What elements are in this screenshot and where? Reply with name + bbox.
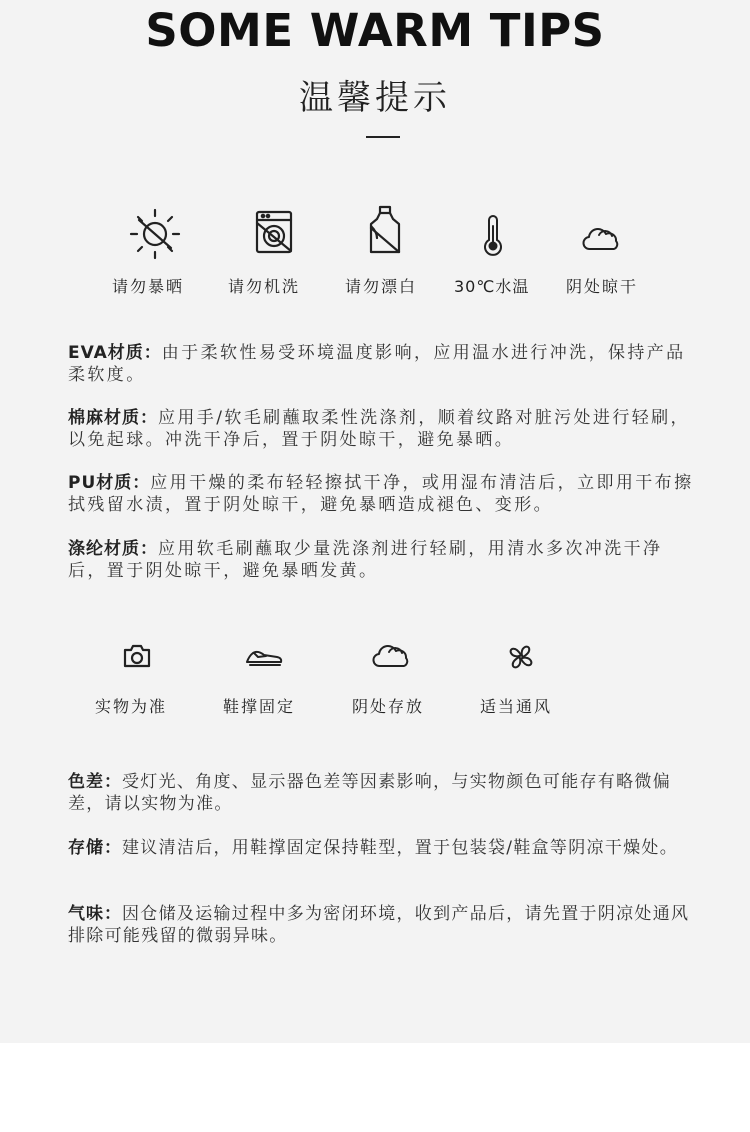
storage-label-shade-storage: 阴处存放 bbox=[352, 697, 425, 716]
note-color-difference-label: 色差： bbox=[68, 772, 122, 792]
no-machine-wash-icon bbox=[252, 209, 296, 255]
note-odor-label: 气味： bbox=[68, 904, 122, 924]
material-pu-label: PU材质： bbox=[68, 473, 151, 493]
note-odor-text: 因仓储及运输过程中多为密闭环境，收到产品后，请先置于阴凉处通风排除可能残留的微弱异味。 bbox=[68, 904, 690, 946]
note-color-difference bbox=[68, 771, 698, 815]
note-storage-text: 建议清洁后，用鞋撑固定保持鞋型，置于包装袋/鞋盒等阴凉干燥处。 bbox=[122, 838, 679, 858]
storage-label-shoe-tree: 鞋撑固定 bbox=[223, 697, 296, 716]
fan-icon bbox=[505, 641, 537, 673]
material-pu bbox=[68, 472, 698, 516]
material-eva-label: EVA材质： bbox=[68, 343, 162, 363]
title-divider bbox=[366, 136, 400, 138]
care-label-water-temp: 30℃水温 bbox=[454, 277, 530, 296]
thermometer-icon bbox=[481, 214, 505, 256]
shoe-tree-icon bbox=[244, 645, 284, 667]
note-storage bbox=[68, 837, 698, 859]
no-bleach-icon bbox=[365, 204, 405, 256]
material-pu-text: 应用干燥的柔布轻轻擦拭干净，或用湿布清洁后，立即用干布擦拭残留水渍，置于阴处晾干，避免暴晒造成褪色、变形。 bbox=[68, 473, 694, 515]
cloud-icon bbox=[581, 224, 623, 254]
care-label-no-sun: 请勿暴晒 bbox=[112, 277, 185, 296]
care-label-no-bleach: 请勿漂白 bbox=[345, 277, 418, 296]
note-color-difference-text: 受灯光、角度、显示器色差等因素影响，与实物颜色可能存有略微偏差，请以实物为准。 bbox=[68, 772, 671, 814]
note-odor bbox=[68, 903, 698, 947]
material-eva bbox=[68, 342, 698, 386]
material-cotton-linen-label: 棉麻材质： bbox=[68, 408, 158, 428]
storage-cloud-icon bbox=[371, 641, 413, 671]
care-label-no-machine-wash: 请勿机洗 bbox=[228, 277, 301, 296]
material-cotton-linen-text: 应用手/软毛刷蘸取柔性洗涤剂，顺着纹路对脏污处进行轻刷，以免起球。冲洗干净后，置于阴处晾干，避免暴晒。 bbox=[68, 408, 690, 450]
storage-label-actual-product: 实物为准 bbox=[95, 697, 168, 716]
material-cotton-linen bbox=[68, 407, 698, 451]
title-english: SOME WARM TIPS bbox=[145, 4, 605, 57]
material-polyester bbox=[68, 538, 698, 582]
camera-icon bbox=[122, 643, 152, 669]
care-label-shade-dry: 阴处晾干 bbox=[566, 277, 639, 296]
material-polyester-label: 涤纶材质： bbox=[68, 539, 158, 559]
no-sun-icon bbox=[127, 206, 183, 262]
title-chinese: 温馨提示 bbox=[299, 78, 451, 118]
material-polyester-text: 应用软毛刷蘸取少量洗涤剂进行轻刷，用清水多次冲洗干净后，置于阴处晾干，避免暴晒发黄。 bbox=[68, 539, 663, 581]
storage-label-ventilation: 适当通风 bbox=[480, 697, 553, 716]
material-eva-text: 由于柔软性易受环境温度影响，应用温水进行冲洗，保持产品柔软度。 bbox=[68, 343, 686, 385]
note-storage-label: 存储： bbox=[68, 838, 122, 858]
